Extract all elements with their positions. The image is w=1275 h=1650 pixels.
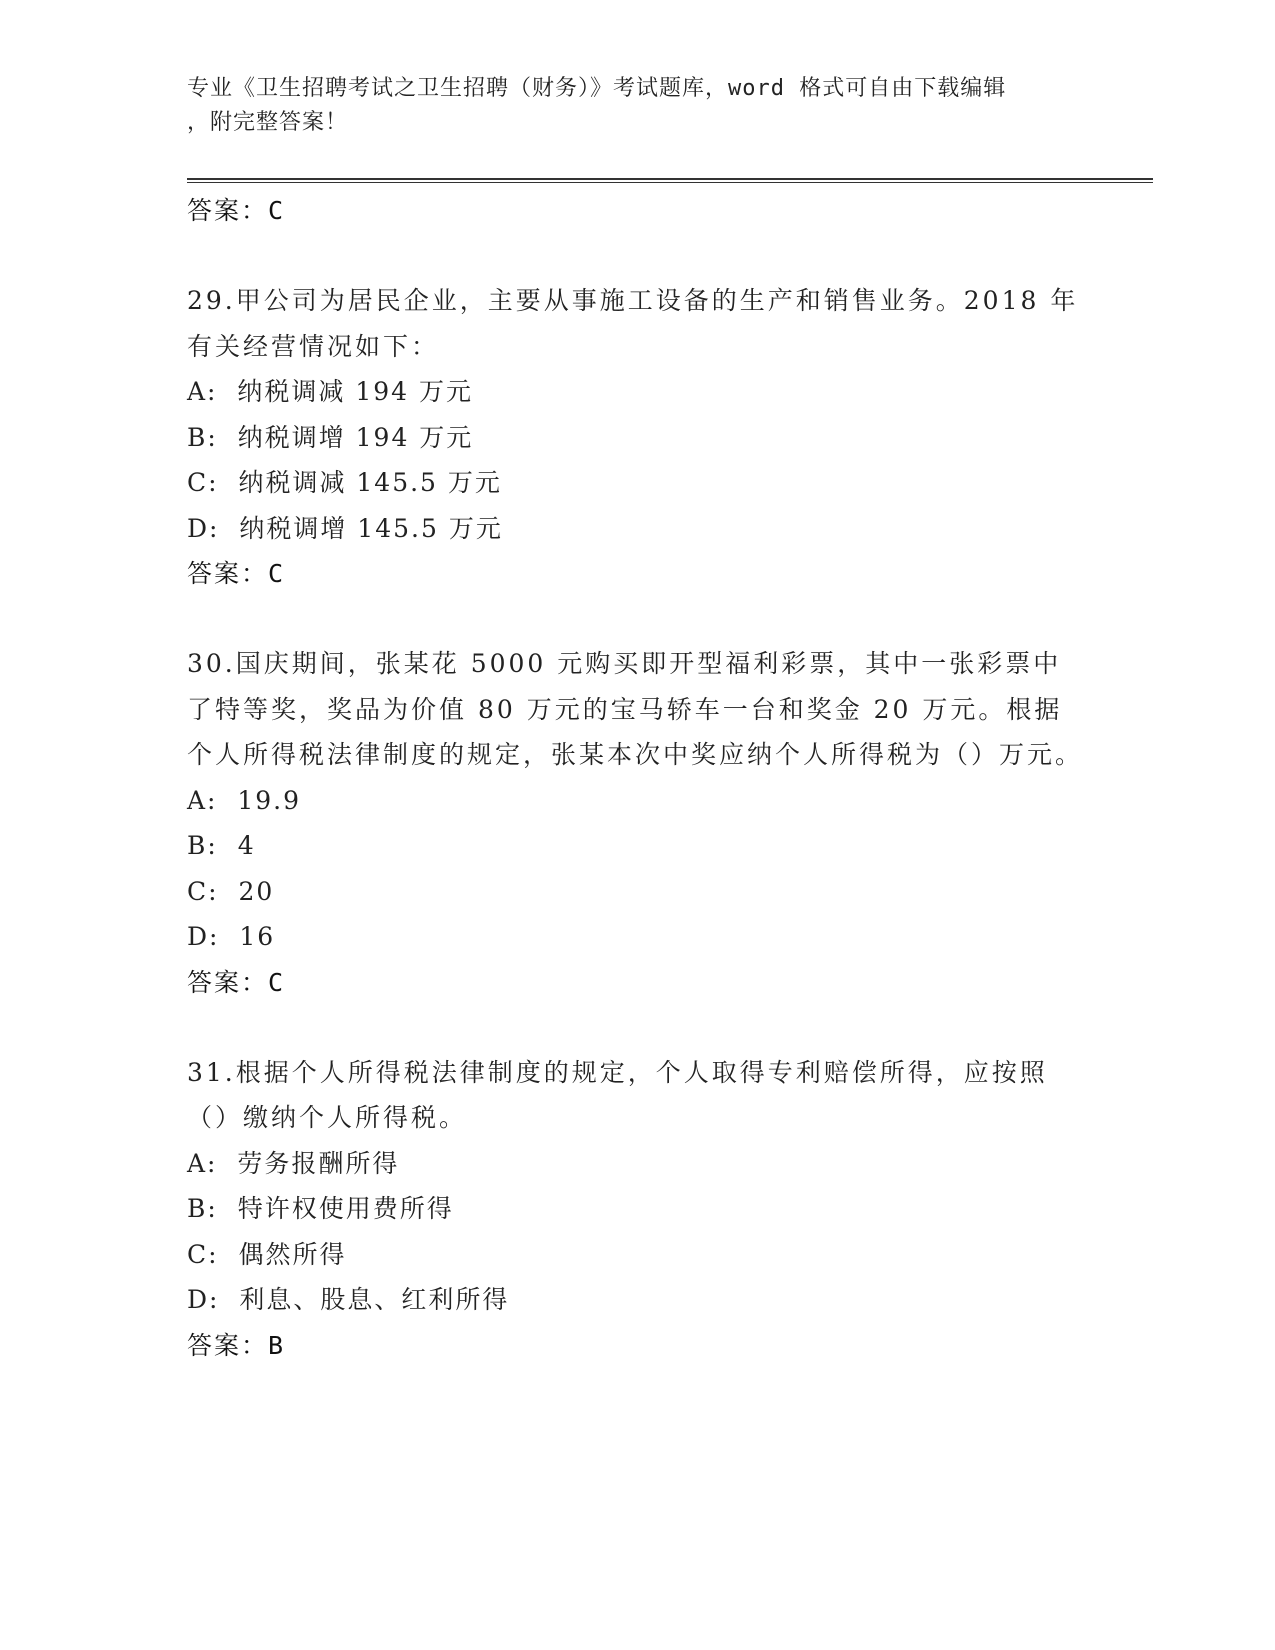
question-answer: 答案：C [187, 967, 286, 997]
option-c: C: 偶然所得 [187, 1239, 347, 1269]
question-stem: 30.国庆期间，张某花 5000 元购买即开型福利彩票，其中一张彩票中了特等奖，奖品为价值 80 万元的宝马轿车一台和奖金 20 万元。根据个人所得税法律制度的规定，张某本次中奖应纳个人所得税为（）万元。 [187, 649, 1084, 769]
question-31 [187, 1050, 1087, 1368]
header-divider [187, 178, 1153, 183]
option-b: B: 4 [187, 831, 256, 860]
option-d: D: 利息、股息、红利所得 [187, 1285, 510, 1314]
header-line-1: 专业《卫生招聘考试之卫生招聘（财务）》考试题库，word 格式可自由下载编辑 [187, 76, 1007, 101]
question-stem: 29.甲公司为居民企业，主要从事施工设备的生产和销售业务。2018 年有关经营情况如下： [187, 286, 1079, 361]
header-line-2: ，附完整答案！ [187, 110, 349, 135]
option-a: A: 劳务报酬所得 [187, 1148, 400, 1178]
question-stem: 31.根据个人所得税法律制度的规定，个人取得专利赔偿所得，应按照（）缴纳个人所得税。 [187, 1057, 1048, 1132]
previous-answer: 答案：C [187, 196, 286, 225]
question-answer: 答案：B [187, 1330, 286, 1360]
question-list [187, 188, 1087, 1368]
option-d: D: 16 [187, 922, 276, 951]
option-c: C: 纳税调减 145.5 万元 [187, 468, 502, 497]
option-c: C: 20 [187, 876, 275, 906]
question-29 [187, 278, 1087, 596]
option-d: D: 纳税调增 145.5 万元 [187, 513, 503, 543]
question-30 [187, 641, 1087, 1005]
option-a: A: 纳税调减 194 万元 [187, 377, 473, 406]
document-header [187, 72, 1067, 140]
question-answer: 答案：C [187, 559, 286, 588]
option-a: A: 19.9 [187, 785, 302, 815]
option-b: B: 纳税调增 194 万元 [187, 422, 474, 452]
option-b: B: 特许权使用费所得 [187, 1194, 454, 1223]
